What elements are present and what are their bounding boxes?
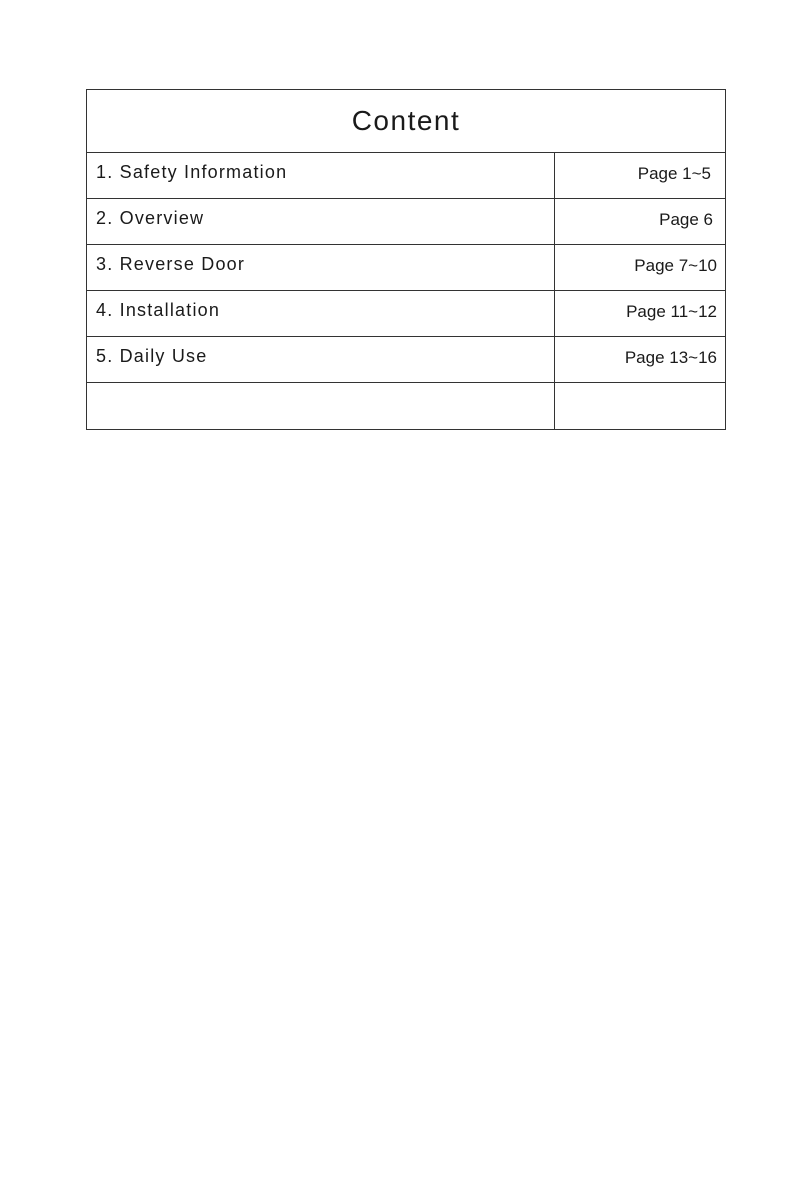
- toc-page-range: Page 6: [659, 210, 713, 229]
- toc-page-range: Page 1~5: [637, 164, 711, 183]
- toc-section-label: 2. Overview: [87, 199, 555, 244]
- toc-section-label: [87, 383, 555, 429]
- table-of-contents: [86, 89, 726, 430]
- toc-row-empty: [87, 383, 725, 429]
- toc-section-label: 1. Safety Information: [87, 153, 555, 198]
- toc-row: [87, 199, 725, 245]
- toc-row: [87, 245, 725, 291]
- toc-page-range: Page 13~16: [624, 348, 717, 367]
- toc-page-range: Page 11~12: [626, 302, 717, 321]
- toc-row: [87, 337, 725, 383]
- toc-page-range: Page 7~10: [634, 256, 717, 275]
- toc-section-label: 5. Daily Use: [87, 337, 555, 382]
- toc-section-label: 3. Reverse Door: [87, 245, 555, 290]
- toc-page-range: [555, 383, 725, 429]
- toc-title: Content: [87, 90, 725, 153]
- toc-row: [87, 153, 725, 199]
- toc-section-label: 4. Installation: [87, 291, 555, 336]
- toc-row: [87, 291, 725, 337]
